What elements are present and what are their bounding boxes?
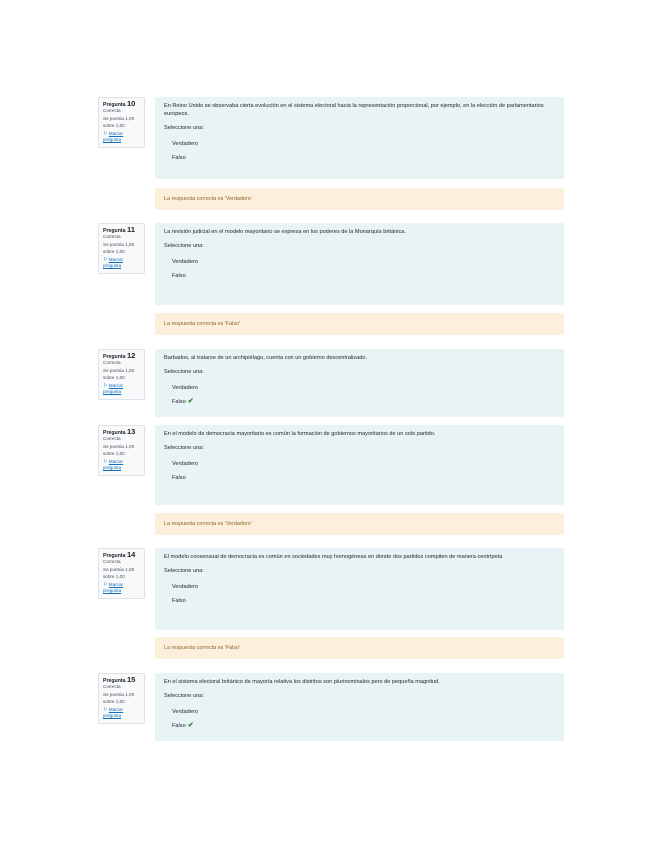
question-score: Se puntúa 1,00 sobre 1,00	[103, 368, 135, 380]
question-status: Correcta	[103, 108, 121, 114]
question-text: En Reino Unido se observaba cierta evolución en el sistema electoral hacia la representación proporcional, por ejemplo, en la elección de parlamentarios europeos.	[164, 103, 544, 117]
flag-question-link[interactable]: ⚐ Marcar pregunta	[103, 382, 124, 395]
answer-option-false[interactable]: Falso ✔	[172, 398, 194, 405]
right-answer-feedback: La respuesta correcta es 'Falso'	[155, 313, 564, 335]
question-number: Pregunta 12	[103, 351, 136, 360]
question-text: En el modelo de democracia mayoritario es común la formación de gobiernos mayoritarios de un solo partido.	[164, 431, 436, 437]
question-content-15	[155, 673, 564, 741]
answer-prompt: Seleccione una:	[164, 568, 204, 574]
question-number: Pregunta 10	[103, 99, 136, 108]
checkmark-icon: ✔	[187, 398, 194, 405]
question-status: Correcta	[103, 360, 121, 366]
answer-prompt: Seleccione una:	[164, 445, 204, 451]
question-info-13	[98, 425, 145, 476]
flag-icon: ⚐	[103, 581, 108, 588]
question-number: Pregunta 11	[103, 225, 135, 234]
question-text: El modelo consensual de democracia es común en sociedades muy homogéneas en donde dos partidos compiten de manera centrípeta	[164, 554, 503, 560]
question-score: Se puntúa 1,00 sobre 1,00	[103, 116, 135, 128]
question-score: Se puntúa 1,00 sobre 1,00	[103, 692, 135, 704]
question-number: Pregunta 15	[103, 675, 136, 684]
answer-prompt: Seleccione una:	[164, 369, 204, 375]
question-text: La revisión judicial en el modelo mayoritario se expresa en los poderes de la Monarquía británica.	[164, 229, 406, 235]
answer-option-false[interactable]: Falso	[172, 598, 186, 604]
answer-option-false[interactable]: Falso	[172, 155, 186, 161]
answer-prompt: Seleccione una:	[164, 693, 204, 699]
flag-icon: ⚐	[103, 458, 108, 465]
question-info-14	[98, 548, 145, 599]
question-status: Correcta	[103, 684, 121, 690]
flag-icon: ⚐	[103, 130, 108, 137]
question-number: Pregunta 13	[103, 427, 136, 436]
flag-icon: ⚐	[103, 382, 108, 389]
right-answer-feedback: La respuesta correcta es 'Verdadero'	[155, 513, 564, 535]
right-answer-feedback: La respuesta correcta es 'Verdadero'	[155, 188, 564, 210]
flag-question-link[interactable]: ⚐ Marcar pregunta	[103, 256, 124, 269]
question-text: Barbados, al tratarse de un archipiélago, cuenta con un gobierno descentralizado.	[164, 355, 368, 361]
answer-option-true[interactable]: Verdadero	[172, 461, 198, 467]
answer-option-true[interactable]: Verdadero	[172, 709, 198, 715]
question-content-10	[155, 97, 564, 179]
flag-icon: ⚐	[103, 256, 108, 263]
question-number: Pregunta 14	[103, 550, 136, 559]
answer-option-true[interactable]: Verdadero	[172, 584, 198, 590]
question-status: Correcta	[103, 436, 121, 442]
answer-prompt: Seleccione una:	[164, 125, 204, 131]
question-info-11	[98, 223, 145, 274]
answer-option-true[interactable]: Verdadero	[172, 259, 198, 265]
question-score: Se puntúa 1,00 sobre 1,00	[103, 242, 135, 254]
answer-option-true[interactable]: Verdadero	[172, 385, 198, 391]
question-content-11	[155, 223, 564, 305]
answer-option-true[interactable]: Verdadero	[172, 141, 198, 147]
question-content-14	[155, 548, 564, 630]
question-content-13	[155, 425, 564, 505]
question-info-10	[98, 97, 145, 148]
flag-icon: ⚐	[103, 706, 108, 713]
question-info-12	[98, 349, 145, 400]
answer-option-false[interactable]: Falso	[172, 475, 186, 481]
checkmark-icon: ✔	[187, 722, 194, 729]
question-score: Se puntúa 1,00 sobre 1,00	[103, 567, 135, 579]
question-score: Se puntúa 1,00 sobre 1,00	[103, 444, 135, 456]
right-answer-feedback: La respuesta correcta es 'Falso'	[155, 637, 564, 659]
answer-option-false[interactable]: Falso	[172, 273, 186, 279]
question-status: Correcta	[103, 559, 121, 565]
question-content-12	[155, 349, 564, 417]
answer-prompt: Seleccione una:	[164, 243, 204, 249]
flag-question-link[interactable]: ⚐ Marcar pregunta	[103, 581, 124, 594]
question-status: Correcta	[103, 234, 121, 240]
flag-question-link[interactable]: ⚐ Marcar pregunta	[103, 458, 124, 471]
question-text: En el sistema electoral británico de mayoría relativa los distritos son plurinominales pero de pequeña magnitud.	[164, 679, 440, 685]
answer-option-false[interactable]: Falso ✔	[172, 722, 194, 729]
question-info-15	[98, 673, 145, 724]
flag-question-link[interactable]: ⚐ Marcar pregunta	[103, 130, 124, 143]
flag-question-link[interactable]: ⚐ Marcar pregunta	[103, 706, 124, 719]
